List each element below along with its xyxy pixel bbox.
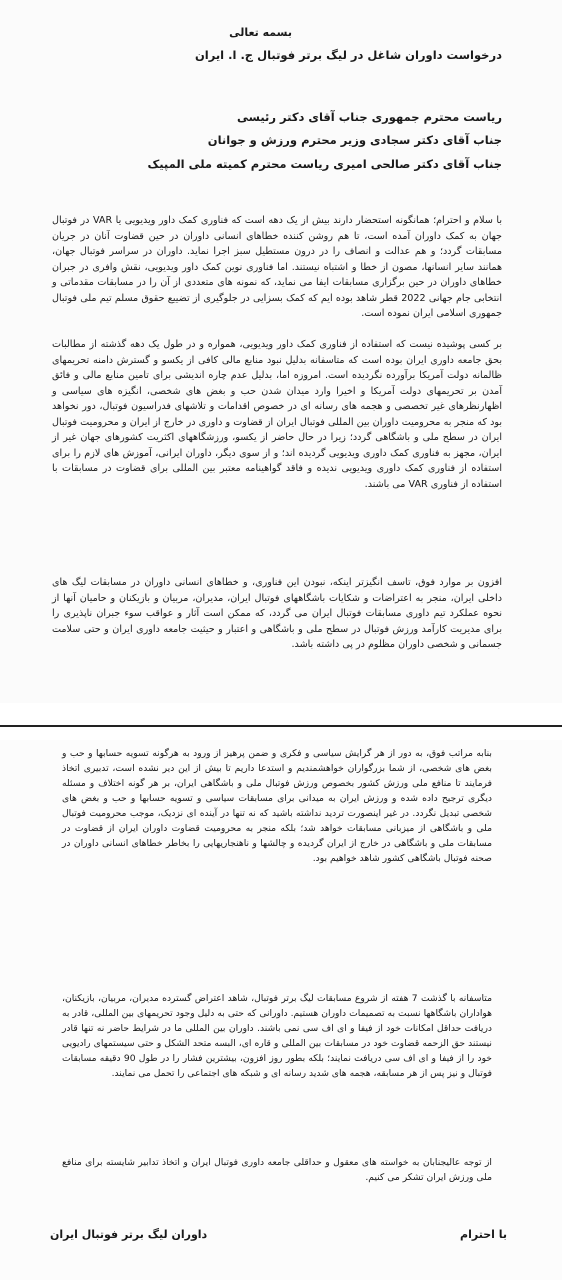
paragraph-intro: با سلام و احترام؛ همانگونه استحضار دارند بیش از یک دهه است که فناوری کمک داور ویدیویی یا VAR در فوتبال جهان به کمک داوران آمده است، تا هم روشن کننده خطاهای انسانی داوران در حین قضاوت آنان در جریان مسابقات گردد؛ و هم عدالت و انصاف را در درون مستطیل سبز اجرا نماید. داوران در سراسر فوتبال جهان، همانند سایر انسانها، مصون از خطا و اشتباه نیستند. اما فناوری نوین کمک داور ویدیویی، نقش وافری در جبران خطاهای داوران در حین برگزاری مسابقات ایفا می نماید، که نمونه های متعددی از آن را در مسابقات مقدماتی و انتخابی جام جهانی 2022 قطر شاهد بوده ایم که کمک بسزایی در جلوگیری از تضییع حقوق مسلم تیم ملی فوتبال جمهوری اسلامی ایران نموده است. [52, 215, 502, 319]
paragraph-thanks: از توجه عالیجنابان به خواسته های معقول و حداقلی جامعه داوری فوتبال ایران و اتخاذ تدابیر شایسته برای منافع ملی ورزش ایران تشکر می کنیم. [62, 1157, 492, 1183]
paragraph-request: بنابه مراتب فوق، به دور از هر گرایش سیاسی و فکری و ضمن پرهیز از ورود به هرگونه تسویه حسابها و حب و بغض های شخصی، از شما بزرگواران خواهشمندیم و استدعا داریم تا بیش از این دیر نشده است، تدبیری اتخاذ فرمایند تا منافع ملی ورزش کشور بخصوص ورزش فوتبال ملی و باشگاهی ایران، بر هر گونه اختلاف و مسئله دیگری ترجیح داده شده و ورزش ایران به میدانی برای مسابقات سیاسی و تسویه حسابها و حب و بغض های شخصی تبدیل نگردد. در غیر اینصورت تردید نداشته باشید که نه تنها در آینده ای نزدیک، موجب محرومیت فوتبال ملی و باشگاهی از میزبانی مسابقات خواهد شد؛ بلکه منجر به محرومیت قضاوت داوران ایران از قضاوت در مسابقات ملی و باشگاهی در خارج از ایران گردیده و چالشها و ناهنجاریهایی را بخاطر خطاهای انسانی داوران در صحنه فوتبال باشگاهی کشور شاهد خواهیم بود. [62, 748, 492, 864]
page-separator [0, 703, 562, 740]
paragraph-referee-pressure: متاسفانه با گذشت 7 هفته از شروع مسابقات لیگ برتر فوتبال، شاهد اعتراض گسترده مدیران، مربیان، بازیکنان، هواداران باشگاهها نسبت به تصمیمات داوران هستیم. داورانی که حتی به دلیل وجود تحریمهای بین المللی، قادر به دریافت حداقل امکانات خود از فیفا و ای اف سی نمی باشند. داوران بین المللی ما در شرایط حاضر نه تنها قادر نیستند حق الزحمه قضاوت خود در مسابقات بین المللی و قاره ای، البسه متحد الشکل و حتی سیستمهای رادیویی خود را از فیفا و ای اف سی دریافت نمایند؛ بلکه بطور روز افزون، بیشترین فشار را در طول 90 دقیقه مسابقات فوتبال و نیز پس از هر مسابقه، هجمه های شدید رسانه ای و شبکه های اجتماعی را تحمل می نمایند. [62, 993, 492, 1079]
paragraph-sanctions: بر کسی پوشیده نیست که استفاده از فناوری کمک داور ویدیویی، همواره و در طول یک دهه گذشته از مطالبات بحق جامعه داوری ایران بوده است که متاسفانه بدلیل نبود منابع مالی کافی از یکسو و گسترش دامنه تحریمهای ظالمانه دولت آمریکا برآورده نگردیده است. امروزه اما، بدلیل عدم چاره اندیشی برای تامین منابع مالی و فائق آمدن بر تحریمهای دولت آمریکا و اخیرا وارد میدان شدن حب و بغض های شخصی، انگیزه های سیاسی و اظهارنظرهای غیر تخصصی و هجمه های رسانه ای در خصوص اقدامات و تلاشهای فدراسیون فوتبال، دور نخواهد بود که منجر به محرومیت داوران بین المللی فوتبال ایران از قضاوت و داوری در خارج از ایران و محرومیت فوتبال ایران در سطح ملی و باشگاهی گردد؛ زیرا در حال حاضر از یکسو، ورزشگاههای اکثریت کشورهای جهان غیر از ایران، مجهز به فناوری کمک داوری ویدیویی گردیده اند؛ و از سوی دیگر، داوران ایرانی، آموزش های لازم را برای استفاده از فناوری کمک داوری ویدیویی ندیده و فاقد گواهینامه معتبر بین المللی برای قضاوت در مسابقات با استفاده از فناوری VAR می باشند. [52, 339, 502, 490]
letter-title: درخواست داوران شاغل در لیگ برتر فوتبال ج. ا. ایران [194, 48, 502, 62]
recipient-sports-minister: جناب آقای دکتر سجادی وزیر محترم ورزش و جوانان [207, 133, 502, 147]
closing-regards: با احترام [460, 1228, 507, 1241]
paragraph-consequences: افزون بر موارد فوق، تاسف انگیزتر اینکه، نبودن این فناوری، و خطاهای انسانی داوران در مسابقات لیگ های داخلی ایران، منجر به اعتراضات و شکایات باشگاههای فوتبال ایران، مدیران، مربیان و بازیکنان و حامیان آنها از نحوه عملکرد تیم داوری مسابقات فوتبال ایران می گردد، که ممکن است آثار و عواقب سوء جبران ناپذیری را برای مدیریت کارآمد ورزش فوتبال در سطح ملی و باشگاهی و اعتبار و حیثیت جامعه داوری ایران و حتی سلامت جسمانی و شخصی داوران مظلوم در پی داشته باشد. [52, 577, 502, 650]
recipient-olympic-committee: جناب آقای دکتر صالحی امیری ریاست محترم کمیته ملی المپیک [147, 157, 502, 171]
signature-signers: داوران لیگ برتر فوتبال ایران [50, 1228, 208, 1241]
recipient-president: ریاست محترم جمهوری جناب آقای دکتر رئیسی [237, 110, 502, 124]
letter-page-2 [0, 740, 562, 1280]
bismillah-heading: بسمه تعالی [229, 26, 292, 39]
